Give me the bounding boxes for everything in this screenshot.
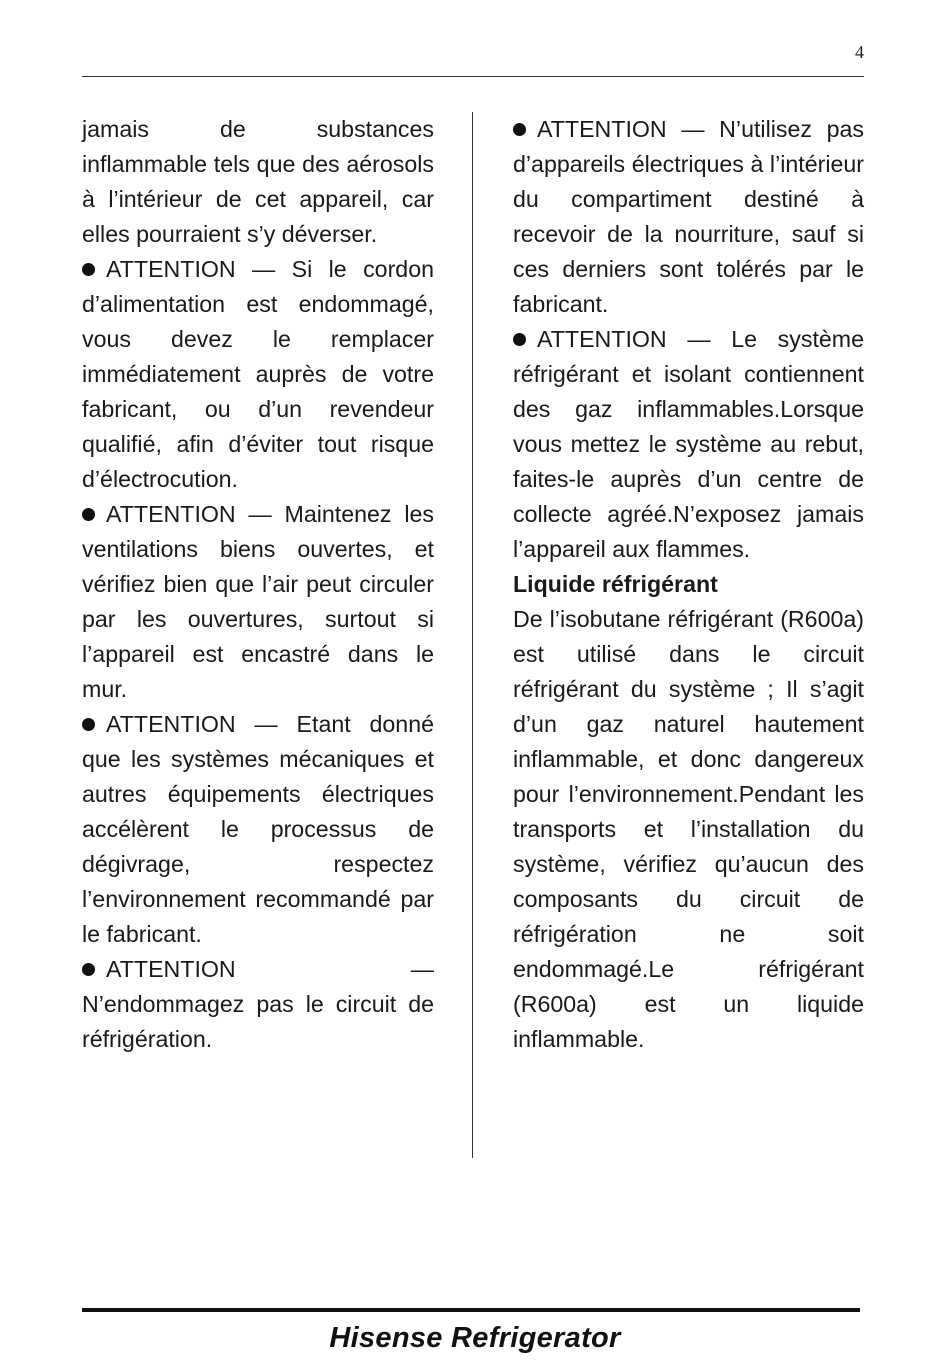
paragraph-text: ATTENTION — Maintenez les ventilations biens ouvertes, et vérifiez bien que l’air peut circuler par les ouvertures, surtout si l’appareil est encastré dans le mur. — [82, 501, 434, 702]
header-rule — [82, 76, 864, 77]
paragraph-text: ATTENTION — Si le cordon d’alimentation est endommagé, vous devez le remplacer immédiatement auprès de votre fabricant, ou d’un revendeur qualifié, afin d’éviter tout risque d’électrocution. — [82, 256, 434, 492]
paragraph-text: jamais de substances inflammable tels que des aérosols à l’intérieur de cet appareil, car elles pourraient s’y déverser. — [82, 116, 434, 247]
column-divider — [472, 112, 473, 1158]
bullet-icon — [513, 123, 526, 136]
bullet-icon — [82, 963, 95, 976]
bullet-icon — [82, 718, 95, 731]
warning-paragraph — [82, 252, 434, 497]
left-column — [82, 112, 434, 1057]
warning-paragraph — [513, 322, 864, 567]
warning-paragraph — [513, 112, 864, 322]
bullet-icon — [82, 263, 95, 276]
page-number: 4 — [855, 42, 864, 62]
warning-paragraph — [82, 497, 434, 707]
section-heading: Liquide réfrigérant — [513, 571, 718, 597]
footer-brand: Hisense Refrigerator — [329, 1322, 621, 1354]
warning-paragraph — [82, 952, 434, 1057]
paragraph-text: ATTENTION — Etant donné que les systèmes mécaniques et autres équipements électriques accélèrent le processus de dégivrage, respectez l’environnement recommandé par le fabricant. — [82, 711, 434, 947]
paragraph-text: ATTENTION — N’endommagez pas le circuit de réfrigération. — [82, 956, 434, 1052]
bullet-icon — [82, 508, 95, 521]
warning-paragraph — [82, 707, 434, 952]
paragraph-text: ATTENTION — N’utilisez pas d’appareils électriques à l’intérieur du compartiment destiné à recevoir de la nourriture, sauf si ces derniers sont tolérés par le fabricant. — [513, 116, 864, 317]
section-body: De l’isobutane réfrigérant (R600a) est utilisé dans le circuit réfrigérant du système ; Il s’agit d’un gaz naturel hautement inflammable, et donc dangereux pour l’environnement.Pendant les transports et l’installation du système, vérifiez qu’aucun des composants du circuit de réfrigération ne soit endommagé.Le réfrigérant (R600a) est un liquide inflammable. — [513, 606, 864, 1052]
paragraph — [82, 112, 434, 252]
right-column — [513, 112, 864, 1057]
bullet-icon — [513, 333, 526, 346]
footer-rule — [82, 1308, 860, 1312]
paragraph-text: ATTENTION — Le système réfrigérant et isolant contiennent des gaz inflammables.Lorsque vous mettez le système au rebut, faites-le auprès d’un centre de collecte agréé.N’exposez jamais l’appareil aux flammes. — [513, 326, 864, 562]
